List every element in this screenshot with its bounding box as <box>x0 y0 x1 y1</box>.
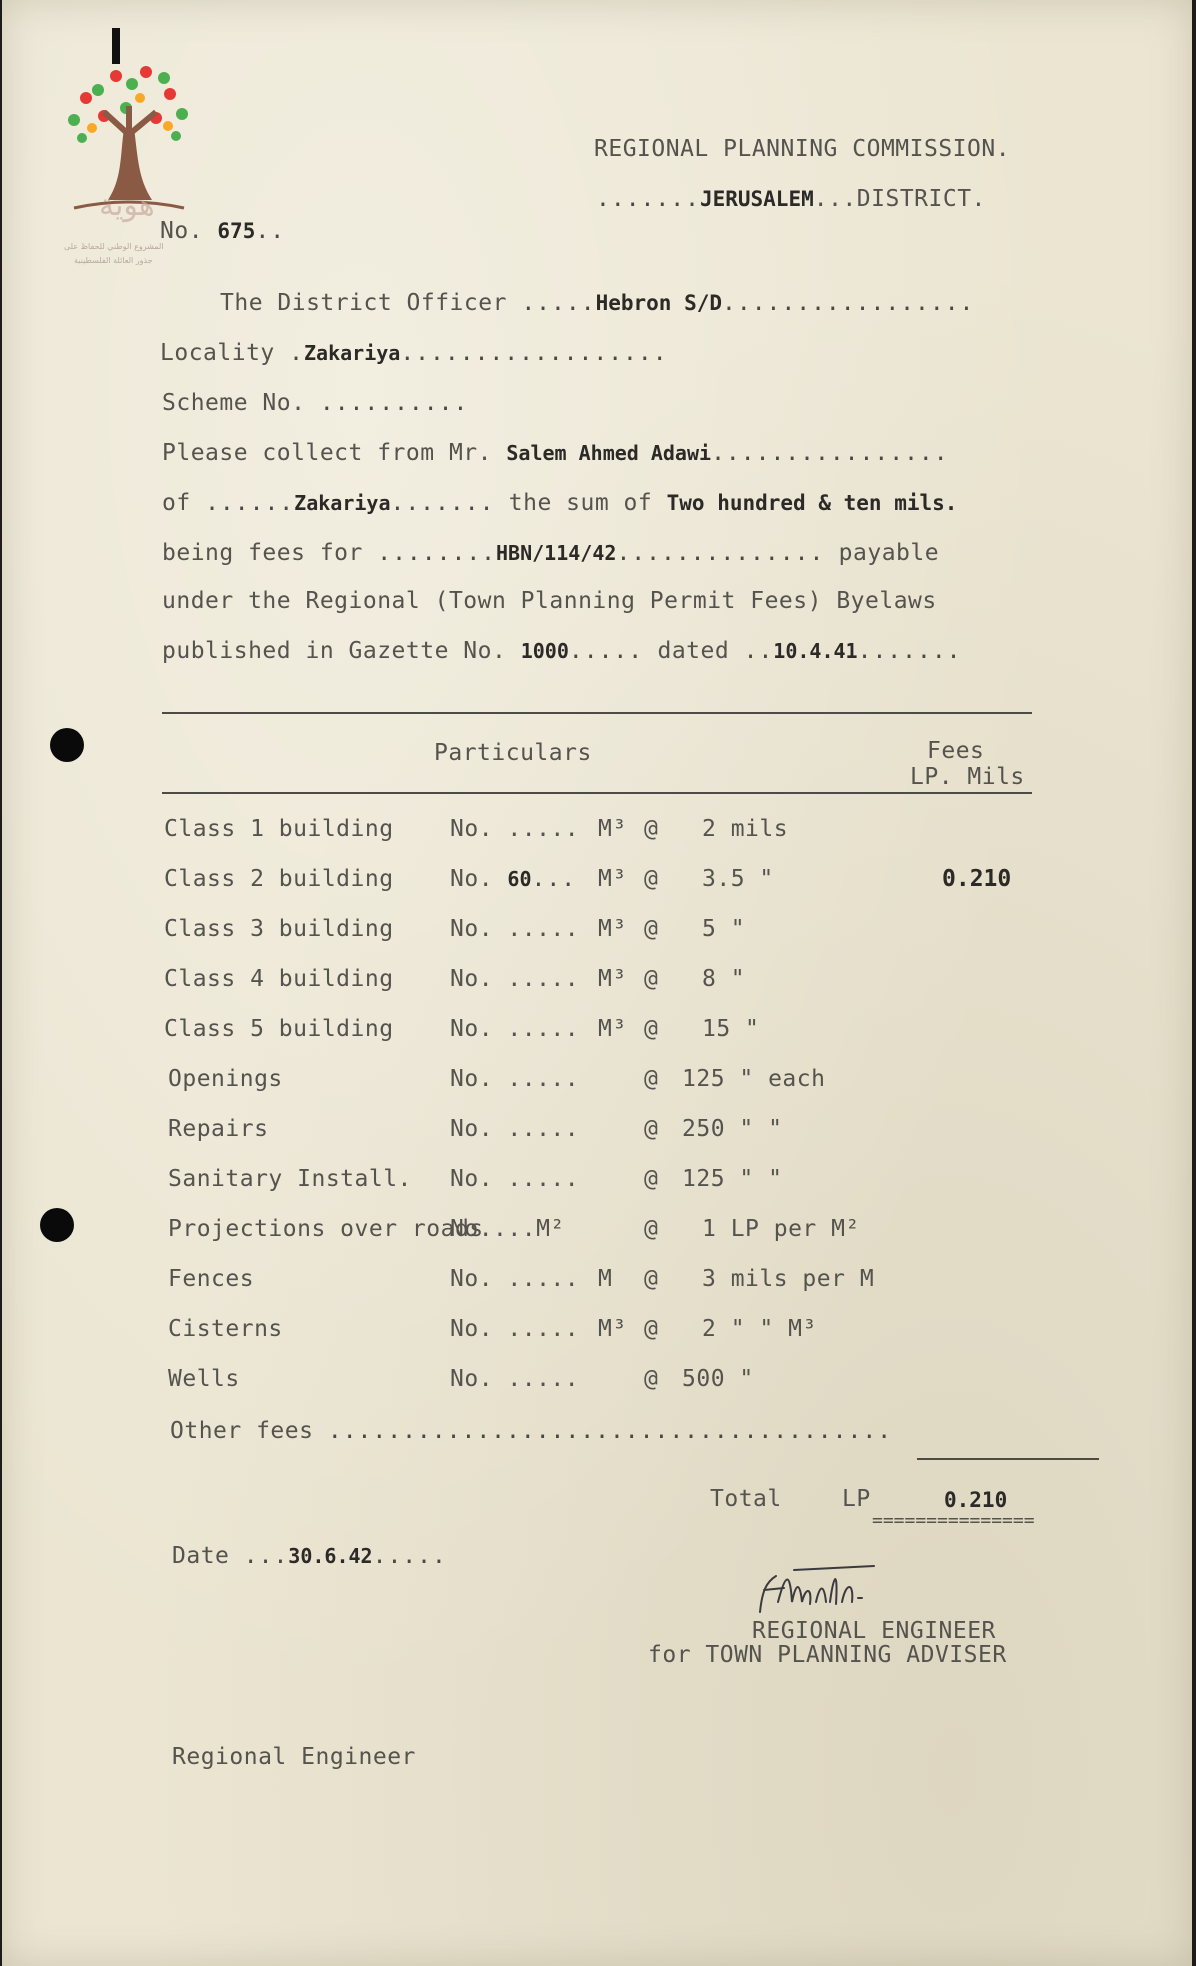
dated-dots: .. <box>743 638 774 664</box>
table-top-rule <box>162 712 1032 714</box>
of-dots: ...... <box>205 490 295 516</box>
fee-row-label: Class 3 building <box>164 916 394 942</box>
dated-value: 10.4.41 <box>773 639 858 663</box>
commission-title: REGIONAL PLANNING COMMISSION. <box>594 136 1011 162</box>
fee-row-label: Projections over roads <box>168 1216 484 1242</box>
document-page <box>2 0 1192 1966</box>
col-particulars: Particulars <box>434 740 592 766</box>
punch-hole-top <box>50 728 84 762</box>
logo-arabic-name: هوية <box>99 188 155 223</box>
district-line <box>596 186 986 212</box>
no-label: No. <box>160 218 204 244</box>
fees-trail: .............. <box>616 540 825 566</box>
payable-label: payable <box>838 540 940 566</box>
gazette-dots: ..... <box>568 638 644 664</box>
of-line <box>162 490 957 516</box>
fee-row-at: @ <box>644 1116 659 1142</box>
fee-row-unit: M³ <box>598 816 627 842</box>
signature-title-1: REGIONAL ENGINEER <box>752 1618 996 1644</box>
fee-row-no-dots: ... <box>531 866 577 892</box>
fee-row-no: No. ..... <box>450 966 580 992</box>
col-fees-1: Fees <box>927 738 985 764</box>
fee-row-label: Sanitary Install. <box>168 1166 412 1192</box>
signature-title-2: for TOWN PLANNING ADVISER <box>648 1642 1007 1668</box>
fee-row-amount: 0.210 <box>942 866 1012 892</box>
scheme-dots: .......... <box>319 390 469 416</box>
district-label: ...DISTRICT. <box>813 186 986 212</box>
collect-trail: ................ <box>711 440 949 466</box>
fee-row-at: @ <box>644 1266 659 1292</box>
fee-row-label: Class 4 building <box>164 966 394 992</box>
fee-row-no: No. ..... <box>450 1116 580 1142</box>
fee-row-no: No. ..... <box>450 1266 580 1292</box>
officer-line <box>220 290 974 316</box>
fee-row-rate: 500 " <box>682 1366 754 1392</box>
total-label: Total <box>710 1486 782 1512</box>
gazette-label: published in Gazette No. <box>162 638 507 664</box>
other-fees-label: Other fees <box>170 1418 314 1444</box>
fee-row-rate: 8 " <box>702 966 746 992</box>
fee-row-unit: M³ <box>598 1016 627 1042</box>
date-trail: ..... <box>372 1543 447 1569</box>
total-value: 0.210 <box>944 1488 1008 1512</box>
fee-row-label: Class 1 building <box>164 816 394 842</box>
scheme-line <box>162 390 468 416</box>
other-fees-dots: ...................................... <box>327 1418 893 1444</box>
table-header-rule <box>162 792 1032 794</box>
fee-row-rate: 5 " <box>702 916 746 942</box>
total-currency: LP <box>842 1486 871 1512</box>
fees-label: being fees for <box>162 540 363 566</box>
fee-row-at: @ <box>644 1016 659 1042</box>
of-value: Zakariya <box>294 491 391 515</box>
date-line <box>172 1543 447 1569</box>
officer-value: Hebron S/D <box>595 291 722 315</box>
fees-for-line <box>162 540 939 566</box>
col-fees-2: LP. Mils <box>910 764 1025 790</box>
fee-row-no-value: 60 <box>507 867 532 891</box>
locality-value: Zakariya <box>304 341 401 365</box>
officer-dots: ..... <box>521 290 596 316</box>
fee-row-rate: 15 " <box>702 1016 760 1042</box>
fee-row-unit: M³ <box>598 966 627 992</box>
sum-label: the sum of <box>508 490 653 516</box>
fee-row-at: @ <box>644 866 659 892</box>
fee-row-at: @ <box>644 1166 659 1192</box>
reference-number <box>160 218 285 244</box>
fee-row-label: Cisterns <box>168 1316 283 1342</box>
fee-row-no: No. ..... <box>450 1366 580 1392</box>
no-value: 675 <box>217 219 256 243</box>
fees-dots: ........ <box>377 540 497 566</box>
fee-row-rate: 3 mils per M <box>702 1266 875 1292</box>
collect-line <box>162 440 949 466</box>
dated-label: dated <box>657 638 730 664</box>
fee-row-unit: M <box>598 1266 613 1292</box>
fee-row-at: @ <box>644 1366 659 1392</box>
fee-row-label: Repairs <box>168 1116 269 1142</box>
total-rule <box>917 1458 1099 1460</box>
logo-arabic-caption-2: جذور العائلة الفلسطينية <box>74 256 153 265</box>
fee-row-no-label: No. <box>450 866 494 892</box>
fee-row-at: @ <box>644 966 659 992</box>
fee-row-at: @ <box>644 1316 659 1342</box>
fee-row-label: Wells <box>168 1366 240 1392</box>
fee-row-no <box>450 866 576 892</box>
other-fees-line <box>170 1418 892 1444</box>
fee-row-no: No. ..... <box>450 1066 580 1092</box>
fee-row-no: No. ..... <box>450 1166 580 1192</box>
fee-row-rate: 2 mils <box>702 816 789 842</box>
date-dots: ... <box>243 1543 289 1569</box>
fee-row-no: No....M² <box>450 1216 565 1242</box>
sum-value: Two hundred & ten mils. <box>666 491 958 515</box>
fee-row-unit: M³ <box>598 1316 627 1342</box>
footer-regional-engineer: Regional Engineer <box>172 1744 416 1770</box>
locality-dots: . <box>289 340 304 366</box>
fee-row-unit: M³ <box>598 916 627 942</box>
fee-row-no: No. ..... <box>450 1016 580 1042</box>
collect-value: Salem Ahmed Adawi <box>506 441 712 465</box>
fee-row-rate: 250 " " <box>682 1116 783 1142</box>
locality-label: Locality <box>160 340 275 366</box>
handwritten-signature <box>754 1562 904 1622</box>
fee-row-rate: 2 " " M³ <box>702 1316 817 1342</box>
district-dots: ....... <box>596 186 700 212</box>
fee-row-rate: 1 LP per M² <box>702 1216 860 1242</box>
logo-arabic-caption-1: المشروع الوطني للحفاظ على <box>64 242 164 251</box>
officer-label: The District Officer <box>220 290 507 316</box>
punch-hole-bottom <box>40 1208 74 1242</box>
gazette-line <box>162 638 962 664</box>
fee-row-no: No. ..... <box>450 916 580 942</box>
scheme-label: Scheme No. <box>162 390 306 416</box>
no-dots: .. <box>255 218 286 244</box>
fee-row-at: @ <box>644 1066 659 1092</box>
fees-value: HBN/114/42 <box>496 541 617 565</box>
total-double-underline: =============== <box>872 1510 1035 1531</box>
of-label: of <box>162 490 191 516</box>
byelaws-line: under the Regional (Town Planning Permit Fees) Byelaws <box>162 588 937 614</box>
fee-row-at: @ <box>644 916 659 942</box>
fee-row-rate: 125 " each <box>682 1066 826 1092</box>
locality-trail: .................. <box>400 340 668 366</box>
date-value: 30.6.42 <box>288 1544 373 1568</box>
dated-trail: ....... <box>857 638 962 664</box>
fee-row-label: Class 5 building <box>164 1016 394 1042</box>
fee-row-rate: 125 " " <box>682 1166 783 1192</box>
date-label: Date <box>172 1543 230 1569</box>
fee-row-no: No. ..... <box>450 1316 580 1342</box>
gazette-value: 1000 <box>520 639 569 663</box>
officer-trail: ................. <box>722 290 975 316</box>
fee-row-at: @ <box>644 1216 659 1242</box>
of-trail: ....... <box>390 490 495 516</box>
fee-row-rate: 3.5 " <box>702 866 774 892</box>
fee-row-unit: M³ <box>598 866 627 892</box>
fee-row-no: No. ..... <box>450 816 580 842</box>
fee-row-label: Openings <box>168 1066 283 1092</box>
collect-label: Please collect from Mr. <box>162 440 492 466</box>
fee-row-label: Class 2 building <box>164 866 394 892</box>
fee-row-label: Fences <box>168 1266 255 1292</box>
district-value: JERUSALEM <box>699 187 814 211</box>
fee-row-at: @ <box>644 816 659 842</box>
locality-line <box>160 340 668 366</box>
